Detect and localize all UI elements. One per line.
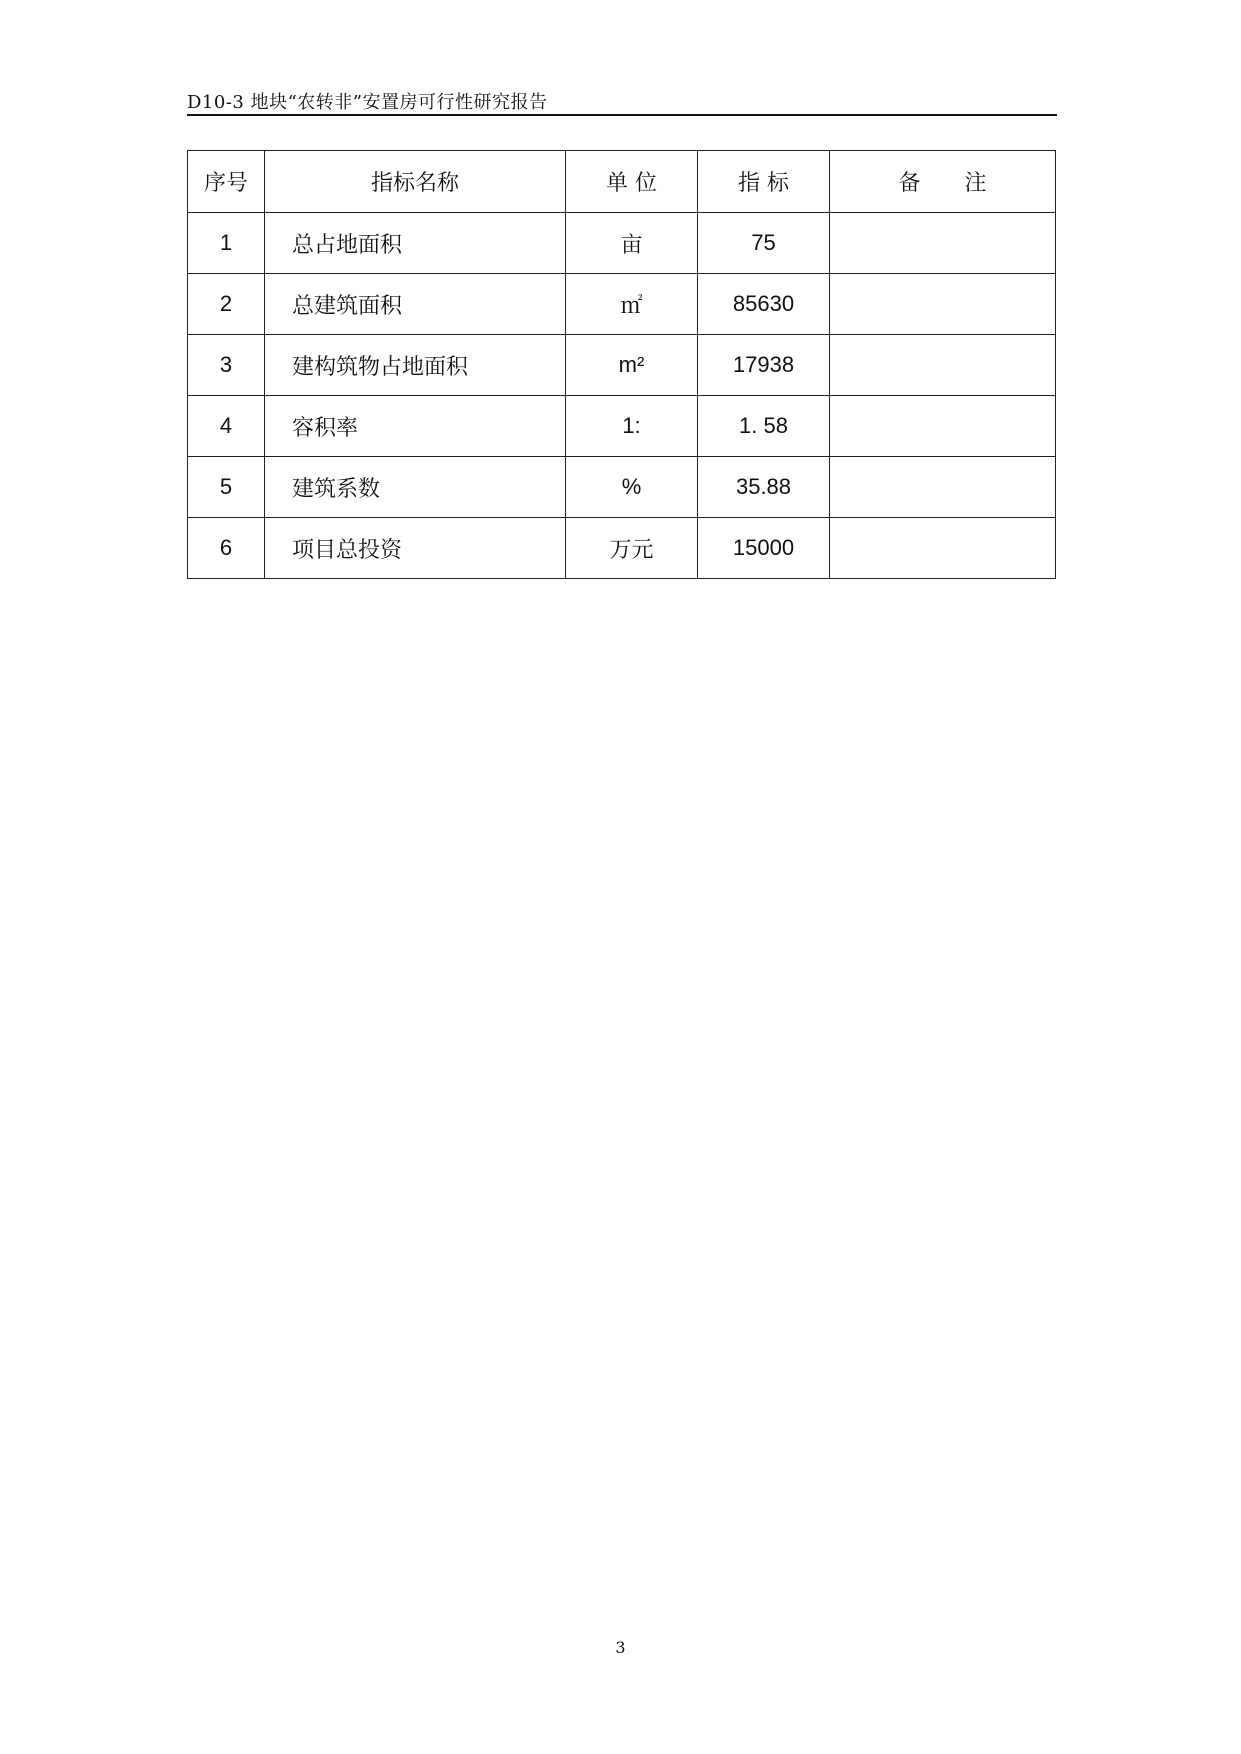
row-index-name: 建构筑物占地面积 bbox=[265, 335, 566, 396]
table-row bbox=[188, 457, 1056, 518]
row-value: 17938 bbox=[698, 335, 830, 396]
table-row bbox=[188, 518, 1056, 579]
row-value: 85630 bbox=[698, 274, 830, 335]
row-value: 35.88 bbox=[698, 457, 830, 518]
row-unit: 万元 bbox=[566, 518, 698, 579]
header-cell-name: 指标名称 bbox=[265, 151, 566, 213]
table-header-row bbox=[188, 151, 1056, 213]
row-unit: 亩 bbox=[566, 213, 698, 274]
row-note bbox=[830, 518, 1056, 579]
project-index-table bbox=[187, 150, 1056, 579]
document-header-title: D10-3 地块“农转非”安置房可行性研究报告 bbox=[187, 92, 548, 113]
header-cell-note: 备 注 bbox=[830, 151, 1056, 213]
row-number: 1 bbox=[188, 213, 265, 274]
row-number: 4 bbox=[188, 396, 265, 457]
row-index-name: 总占地面积 bbox=[265, 213, 566, 274]
row-unit: m² bbox=[566, 335, 698, 396]
row-value: 1. 58 bbox=[698, 396, 830, 457]
row-index-name: 建筑系数 bbox=[265, 457, 566, 518]
row-note bbox=[830, 274, 1056, 335]
row-number: 5 bbox=[188, 457, 265, 518]
table-row bbox=[188, 335, 1056, 396]
row-number: 2 bbox=[188, 274, 265, 335]
row-index-name: 容积率 bbox=[265, 396, 566, 457]
header-cell-unit: 单 位 bbox=[566, 151, 698, 213]
header-divider bbox=[187, 114, 1057, 116]
row-value: 75 bbox=[698, 213, 830, 274]
row-number: 3 bbox=[188, 335, 265, 396]
row-note bbox=[830, 396, 1056, 457]
table-row bbox=[188, 213, 1056, 274]
row-unit: ㎡ bbox=[566, 274, 698, 335]
row-index-name: 项目总投资 bbox=[265, 518, 566, 579]
header-cell-no: 序号 bbox=[188, 151, 265, 213]
row-note bbox=[830, 457, 1056, 518]
row-index-name: 总建筑面积 bbox=[265, 274, 566, 335]
row-unit: % bbox=[566, 457, 698, 518]
row-note bbox=[830, 213, 1056, 274]
row-note bbox=[830, 335, 1056, 396]
table-row bbox=[188, 396, 1056, 457]
row-number: 6 bbox=[188, 518, 265, 579]
table-row bbox=[188, 274, 1056, 335]
row-value: 15000 bbox=[698, 518, 830, 579]
page-number: 3 bbox=[615, 1638, 626, 1657]
header-cell-value: 指 标 bbox=[698, 151, 830, 213]
row-unit: 1: bbox=[566, 396, 698, 457]
